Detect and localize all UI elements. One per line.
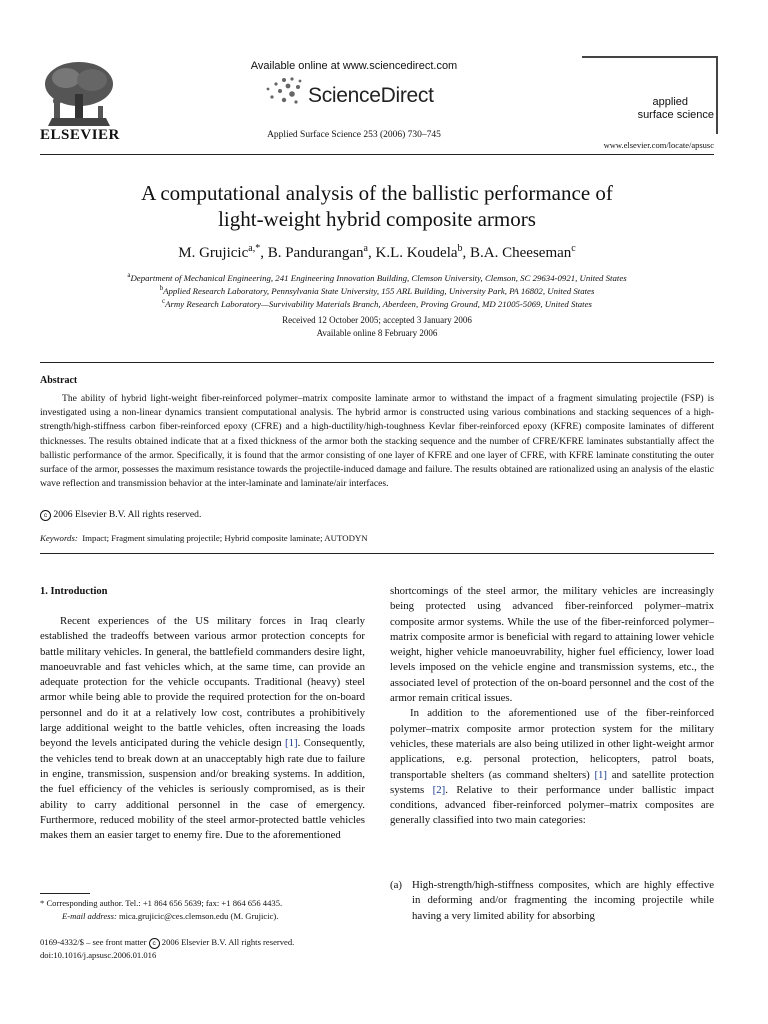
affiliation-text: Army Research Laboratory—Survivability Materials Branch, Aberdeen, Proving Ground, MD 21005-5069, United States bbox=[165, 298, 592, 309]
keywords bbox=[40, 533, 368, 543]
affiliation-c bbox=[40, 297, 714, 309]
paragraph-text: In addition to the aforementioned use of the fiber-reinforced polymer–matrix composite armor protection system for the military vehicles, these materials are also being utilized in other light-weight armor applications, e.g. personal protection, helicopters, patrol boats, transportable shelters (as command shelters) bbox=[390, 707, 714, 781]
author-name: K.L. Koudela bbox=[375, 245, 458, 261]
title-line-2: light-weight hybrid composite armors bbox=[218, 207, 536, 231]
sciencedirect-dots-icon bbox=[262, 76, 306, 106]
author-separator: , bbox=[260, 245, 268, 261]
journal-cover-title-line1: applied bbox=[652, 96, 688, 108]
keywords-label: Keywords: bbox=[40, 533, 78, 543]
author-affiliation-mark[interactable]: a,* bbox=[248, 243, 261, 254]
affiliation-text: Department of Mechanical Engineering, 241 Engineering Innovation Building, Clemson University, Clemson, SC 29634-0921, United States bbox=[130, 272, 627, 283]
footnote-divider bbox=[40, 893, 90, 894]
available-online-date: Available online 8 February 2006 bbox=[316, 328, 438, 338]
section-heading: 1. Introduction bbox=[40, 586, 108, 597]
author-separator: , bbox=[462, 245, 471, 261]
right-column bbox=[390, 584, 714, 829]
copyright-text: 2006 Elsevier B.V. All rights reserved. bbox=[53, 509, 202, 520]
author-affiliation-mark[interactable]: a bbox=[363, 243, 368, 254]
journal-reference: Applied Surface Science 253 (2006) 730–745 bbox=[267, 130, 441, 140]
title-line-1: A computational analysis of the ballistic performance of bbox=[141, 181, 613, 205]
paragraph-text: . Relative to their performance under ballistic impact conditions, advanced fiber-reinforced polymer–matrix composites are generally classified into two main categories: bbox=[390, 783, 714, 827]
author-name: B.A. Cheeseman bbox=[470, 245, 572, 261]
author-affiliation-mark[interactable]: b bbox=[457, 243, 463, 254]
corresponding-author-footnote: * Corresponding author. Tel.: +1 864 656 5639; fax: +1 864 656 4435. bbox=[40, 898, 283, 908]
front-matter-text: 0169-4332/$ – see front matter bbox=[40, 937, 147, 947]
citation-link[interactable]: [2] bbox=[432, 783, 446, 796]
paragraph: shortcomings of the steel armor, the military vehicles are increasingly being protected using advanced fiber-reinforced polymer–matrix composite armor systems. While the use of the fiber-reinforced polymer–matrix composite armor is beneficial with regard to attaining lower vehicle weight, higher vehicle manoeuvrability, higher fuel efficiency, lower load levels imposed on the vehicle engine and transmission systems, etc., the associated level of protection of the on-board personnel and the cost of the armor remain critical issues. bbox=[390, 585, 714, 705]
paragraph bbox=[390, 706, 714, 828]
citation-link[interactable]: [1] bbox=[594, 768, 608, 781]
abstract-divider bbox=[40, 553, 714, 554]
front-matter-line bbox=[40, 937, 294, 949]
copyright-icon: c bbox=[149, 938, 160, 949]
paragraph bbox=[40, 614, 365, 843]
received-dates: Received 12 October 2005; accepted 3 January 2006 bbox=[282, 315, 472, 325]
sciencedirect-wordmark: ScienceDirect bbox=[308, 84, 434, 107]
affiliation-mark: b bbox=[159, 284, 164, 292]
author-separator: , bbox=[367, 245, 376, 261]
email-label: E-mail address: bbox=[62, 911, 117, 921]
available-online-text: Available online at www.sciencedirect.com bbox=[250, 60, 458, 72]
keywords-text: Impact; Fragment simulating projectile; Hybrid composite laminate; AUTODYN bbox=[82, 533, 368, 543]
affiliation-b bbox=[40, 284, 714, 296]
left-column bbox=[40, 614, 365, 843]
journal-cover-frame bbox=[582, 56, 718, 134]
affiliation-mark: a bbox=[127, 271, 131, 279]
citation-link[interactable]: [1] bbox=[284, 737, 298, 750]
doi[interactable]: doi:10.1016/j.apsusc.2006.01.016 bbox=[40, 950, 157, 960]
list-item-label: (a) bbox=[390, 879, 402, 891]
author-affiliation-mark[interactable]: c bbox=[571, 243, 576, 254]
journal-cover-title-line2: surface science bbox=[637, 109, 714, 121]
author-name: B. Pandurangan bbox=[267, 245, 364, 261]
abstract-heading: Abstract bbox=[40, 375, 78, 386]
journal-url[interactable]: www.elsevier.com/locate/apsusc bbox=[603, 140, 714, 150]
publisher-name: ELSEVIER bbox=[40, 127, 120, 143]
affiliation-a bbox=[40, 271, 714, 283]
front-matter-copyright: 2006 Elsevier B.V. All rights reserved. bbox=[161, 937, 295, 947]
list-item-text: High-strength/high-stiffness composites, which are highly effective in deforming and/or fragmenting the incoming projectile while having a very limited ability for absorbing bbox=[412, 879, 714, 922]
paragraph-text: Recent experiences of the US military forces in Iraq clearly established the tradeoffs between various armor protection concepts for battle military vehicles. In general, the battlefield commanders desire light, manoeuvrable and fast vehicles which, at the same time, can provide an adequate protection for the vehicle occupants. Traditional (heavy) steel armor while being able to provide the required protection for the on-board personnel and do it at a relatively low cost, contributes a prohibitively large additional weight to the battle vehicles, often increasing the loads beyond the levels anticipated during the vehicle design bbox=[40, 615, 365, 750]
affiliation-text: Applied Research Laboratory, Pennsylvania State University, 155 ARL Building, University Park, PA 16802, United States bbox=[163, 285, 595, 296]
email-footnote bbox=[40, 911, 365, 921]
email-link[interactable]: mica.grujicic@ces.clemson.edu (M. Grujicic). bbox=[118, 911, 279, 921]
title-divider bbox=[40, 362, 714, 363]
header-divider bbox=[40, 154, 714, 155]
list-item bbox=[390, 878, 714, 924]
abstract-text: The ability of hybrid light-weight fiber-reinforced polymer–matrix composite laminate armor to withstand the impact of a fragment simulating projectile (FSP) is investigated using a non-linear dynamics transient computational analysis. The hybrid armor is constructed using various combinations and stacking sequences of a high-strength/high-stiffness carbon fiber-reinforced epoxy (CFRE) and a high-ductility/high-toughness Kevlar fiber-reinforced epoxy (KFRE) composite laminates of different thicknesses. The results obtained indicate that at a fixed thickness of the armor both the stacking sequence and the number of CFRE/KFRE laminates substantially affect the ballistic performance of the armor. Specifically, it is found that the armor consisting of one layer of KFRE and one layer of CFRE, with KFRE laminate constituting the outer surface of the armor, possesses the maximum resistance towards the projectile-induced damage and failure. The results obtained are rationalized using an analysis of the elastic wave reflection and transmission behavior at the inter-laminate and laminate/air interfaces. bbox=[40, 393, 714, 490]
paragraph-text: . Consequently, the vehicles tend to break down at an unacceptably high rate due to failure in engine, transmission, suspension and/or breaking systems. In addition, the fuel efficiency of the vehicles is seriously compromised, as is their ability to carry additional personnel in the case of emergency. Furthermore, reduced mobility of the steel armor-protected battle vehicles makes them an easier target to enemy fire. Due to the aforementioned bbox=[40, 737, 365, 842]
affiliation-mark: c bbox=[162, 297, 166, 305]
abstract-copyright bbox=[40, 509, 201, 521]
article-title bbox=[40, 180, 714, 232]
paragraph-text: and satellite protection systems bbox=[390, 768, 714, 796]
author-name: M. Grujicic bbox=[178, 245, 249, 261]
copyright-icon: c bbox=[40, 510, 51, 521]
author-list bbox=[40, 243, 714, 262]
